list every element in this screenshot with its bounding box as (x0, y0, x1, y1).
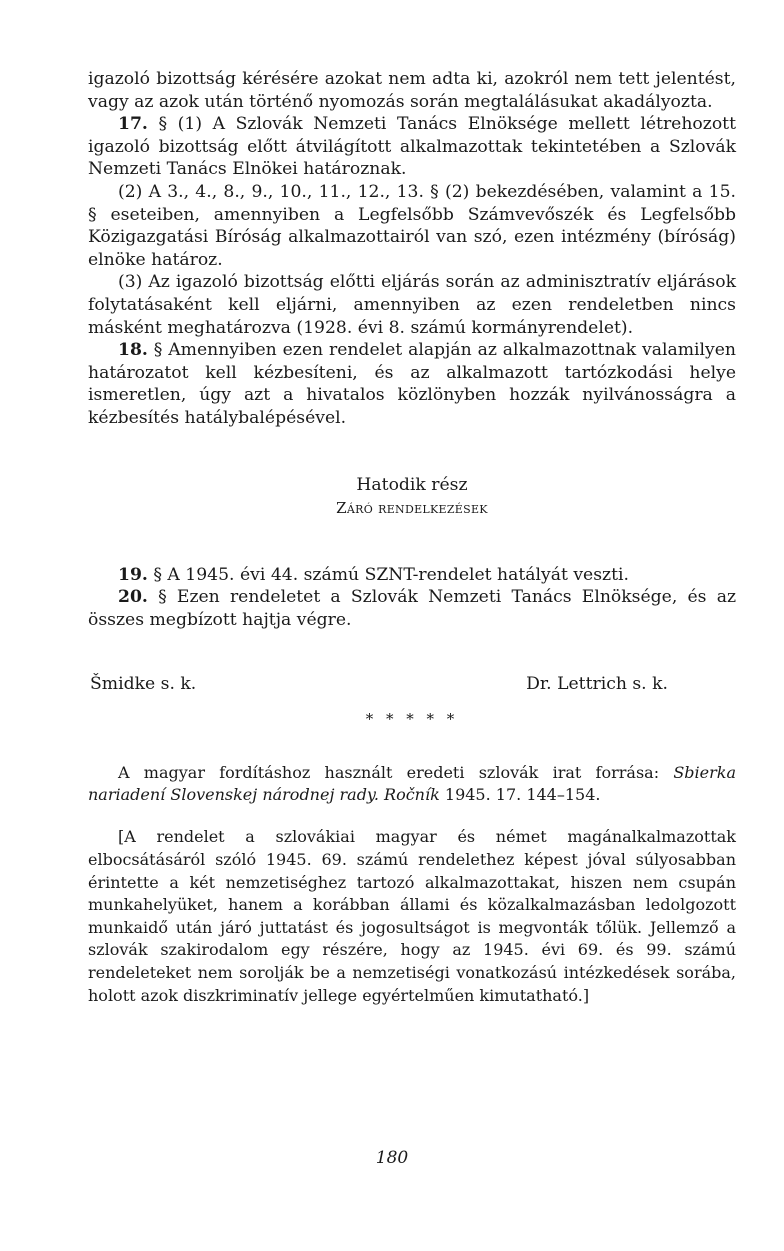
section-number: 20. (118, 587, 148, 608)
part-title: Hatodik rész (356, 474, 468, 495)
section-17-paragraph-3: (3) Az igazoló bizottság előtti eljárás során az adminisztratív eljárások folytatásaként kell eljárni, amennyiben az ezen rendeletben nincs másként meghatározva (1928. évi 8. számú kormányrendelet). (88, 272, 736, 338)
section-20-text: § Ezen rendeletet a Szlovák Nemzeti Tanács Elnöksége, és az összes megbízott hajtja végre. (88, 587, 736, 630)
final-provisions (88, 564, 736, 632)
source-rocnik: Ročník (384, 785, 440, 805)
section-19-text: § A 1945. évi 44. számú SZNT-rendelet hatályát veszti. (153, 564, 629, 585)
signature-left: Šmidke s. k. (90, 674, 197, 695)
page-number: 180 (375, 1148, 409, 1168)
part-subtitle: Záró rendelkezések (336, 498, 488, 517)
source-suffix: 1945. 17. 144–154. (444, 785, 601, 805)
section-17-text: § (1) A Szlovák Nemzeti Tanács Elnöksége mellett létrehozott igazoló bizottság előtt átvilágított alkalmazottak tekintetében a Szlovák Nemzeti Tanács Elnökei határoznak. (88, 114, 736, 180)
section-18-text: § Amennyiben ezen rendelet alapján az alkalmazottnak valamilyen határozatot kell kézbesíteni, és az alkalmazott tartózkodási helye ismeretlen, úgy azt a hivatalos közlönyben hozzák nyilvánosságra a kézbesítés hatálybalépésével. (88, 340, 737, 428)
page-body (88, 68, 736, 1007)
paragraph-continuation: igazoló bizottság kérésére azokat nem adta ki, azokról nem tett jelentést, vagy az azok után történő nyomozás során megtalálásukat akadályozta. (88, 69, 736, 112)
source-prefix: A magyar fordításhoz használt eredeti szlovák irat forrása: (118, 763, 660, 783)
section-18-paragraph (88, 339, 736, 429)
source-journal: Sbierka nariadení Slovenskej národnej rady. (88, 763, 736, 805)
signatures (88, 673, 736, 696)
section-19-paragraph (88, 564, 736, 587)
separator-stars: * * * * * (365, 709, 459, 728)
section-17-paragraph-1 (88, 113, 736, 181)
editorial-note: [A rendelet a szlovákiai magyar és német magánalkalmazottak elbocsátásáról szóló 1945. 69. számú rendelethez képest jóval súlyosabban érintette a két nemzetiséghez tartozó alkalmazottakat, hiszen nem csupán munkahelyüket, hanem a korábban állami és közalkalmazásban ledolgozott munkaidő után járó juttatást és jogosultságot is megvonták tőlük. Jellemző a szlovák szakirodalom egy részére, hogy az 1945. évi 69. és 99. számú rendeleteket nem sorolják be a nemzetiségi vonatkozású intézkedések sorába, holott azok diszkriminatív jellege egyértelműen kimutatható.] (88, 827, 736, 1005)
section-number: 19. (118, 564, 148, 585)
section-number: 17. (118, 114, 148, 135)
signature-right: Dr. Lettrich s. k. (526, 674, 668, 695)
part-heading (88, 474, 736, 520)
section-17-paragraph-2: (2) A 3., 4., 8., 9., 10., 11., 12., 13. § (2) bekezdésében, valamint a 15. § eseteiben, amennyiben a Legfelsőbb Számvevőszék és Legfelsőbb Közigazgatási Bíróság alkalmazottairól van szó, ezen intézmény (bíróság) elnöke határoz. (88, 181, 736, 270)
section-number: 18. (118, 340, 148, 361)
section-20-paragraph (88, 586, 736, 631)
source-note (88, 762, 736, 806)
